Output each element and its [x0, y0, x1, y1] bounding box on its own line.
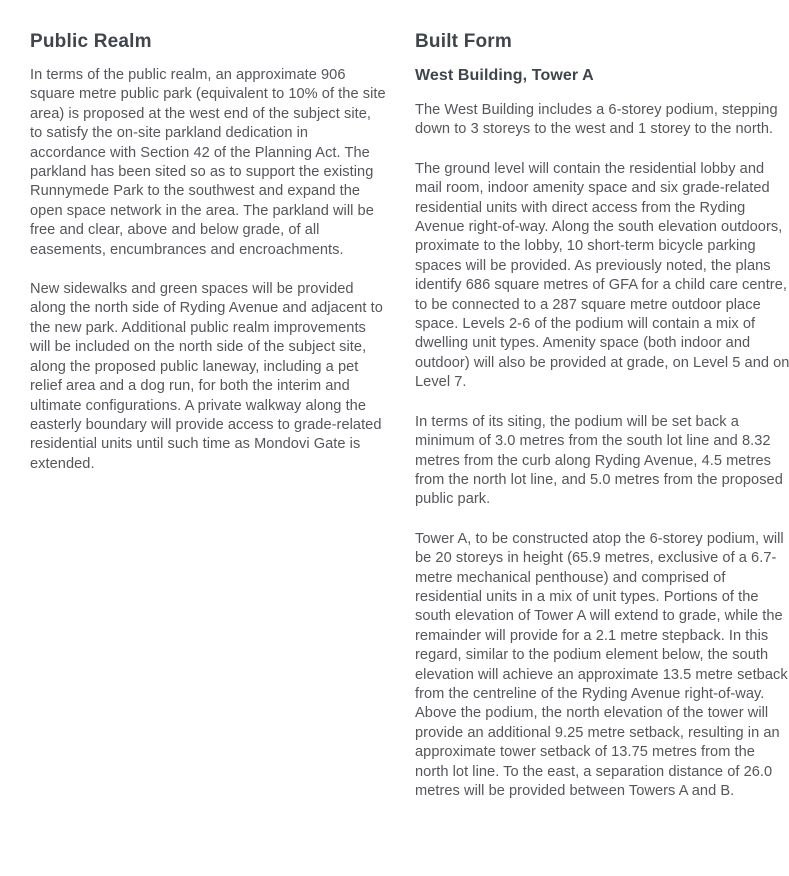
built-form-section	[415, 31, 789, 821]
built-form-paragraph-3: In terms of its siting, the podium will be set back a minimum of 3.0 metres from the south lot line and 8.32 metres from the curb along Ryding Avenue, 4.5 metres from the north lot line, and 5.0 metres from the proposed public park.	[415, 413, 783, 508]
public-realm-paragraph-2: New sidewalks and green spaces will be provided along the north side of Ryding Avenue and adjacent to the new park. Additional public realm improvements will be included on the north side of the subject site, along the proposed public laneway, including a pet relief area and a dog run, for both the interim and ultimate configurations. A private walkway along the easterly boundary will provide access to grade-related residential units until such time as Mondovi Gate is extended.	[30, 281, 383, 472]
public-realm-heading: Public Realm	[30, 31, 152, 52]
built-form-heading: Built Form	[415, 31, 512, 52]
west-building-tower-a-subheading: West Building, Tower A	[415, 67, 594, 84]
built-form-paragraph-1: The West Building includes a 6-storey podium, stepping down to 3 storeys to the west and 1 storey to the north.	[415, 102, 778, 138]
built-form-paragraph-2: The ground level will contain the residential lobby and mail room, indoor amenity space and six grade-related residential units with direct access from the Ryding Avenue right-of-way. Along the south elevation outdoors, proximate to the lobby, 10 short-term bicycle parking spaces will be provided. As previously noted, the plans identify 686 square metres of GFA for a child care centre, to be connected to a 287 square metre outdoor place space. Levels 2-6 of the podium will contain a mix of dwelling unit types. Amenity space (both indoor and outdoor) will also be provided at grade, on Level 5 and on Level 7.	[415, 160, 789, 391]
public-realm-paragraph-1: In terms of the public realm, an approximate 906 square metre public park (equivalent to 10% of the site area) is proposed at the west end of the subject site, to satisfy the on-site parkland dedication in accordance with Section 42 of the Planning Act. The parkland has been sited so as to support the existing Runnymede Park to the southwest and expand the open space network in the area. The parkland will be free and clear, above and below grade, of all easements, encumbrances and encroachments.	[30, 67, 386, 258]
built-form-paragraph-4: Tower A, to be constructed atop the 6-storey podium, will be 20 storeys in height (65.9 metres, exclusive of a 6.7-metre mechanical penthouse) and comprised of residential units in a mix of unit types. Portions of the south elevation of Tower A will extend to grade, while the remainder will provide for a 2.1 metre stepback. In this regard, similar to the podium element below, the south elevation will achieve an approximate 13.5 metre setback from the centreline of the Ryding Avenue right-of-way. Above the podium, the north elevation of the tower will provide an additional 9.25 metre setback, resulting in an approximate tower setback of 13.75 metres from the north lot line. To the east, a separation distance of 26.0 metres will be provided between Towers A and B.	[415, 530, 788, 799]
public-realm-section	[30, 31, 387, 821]
